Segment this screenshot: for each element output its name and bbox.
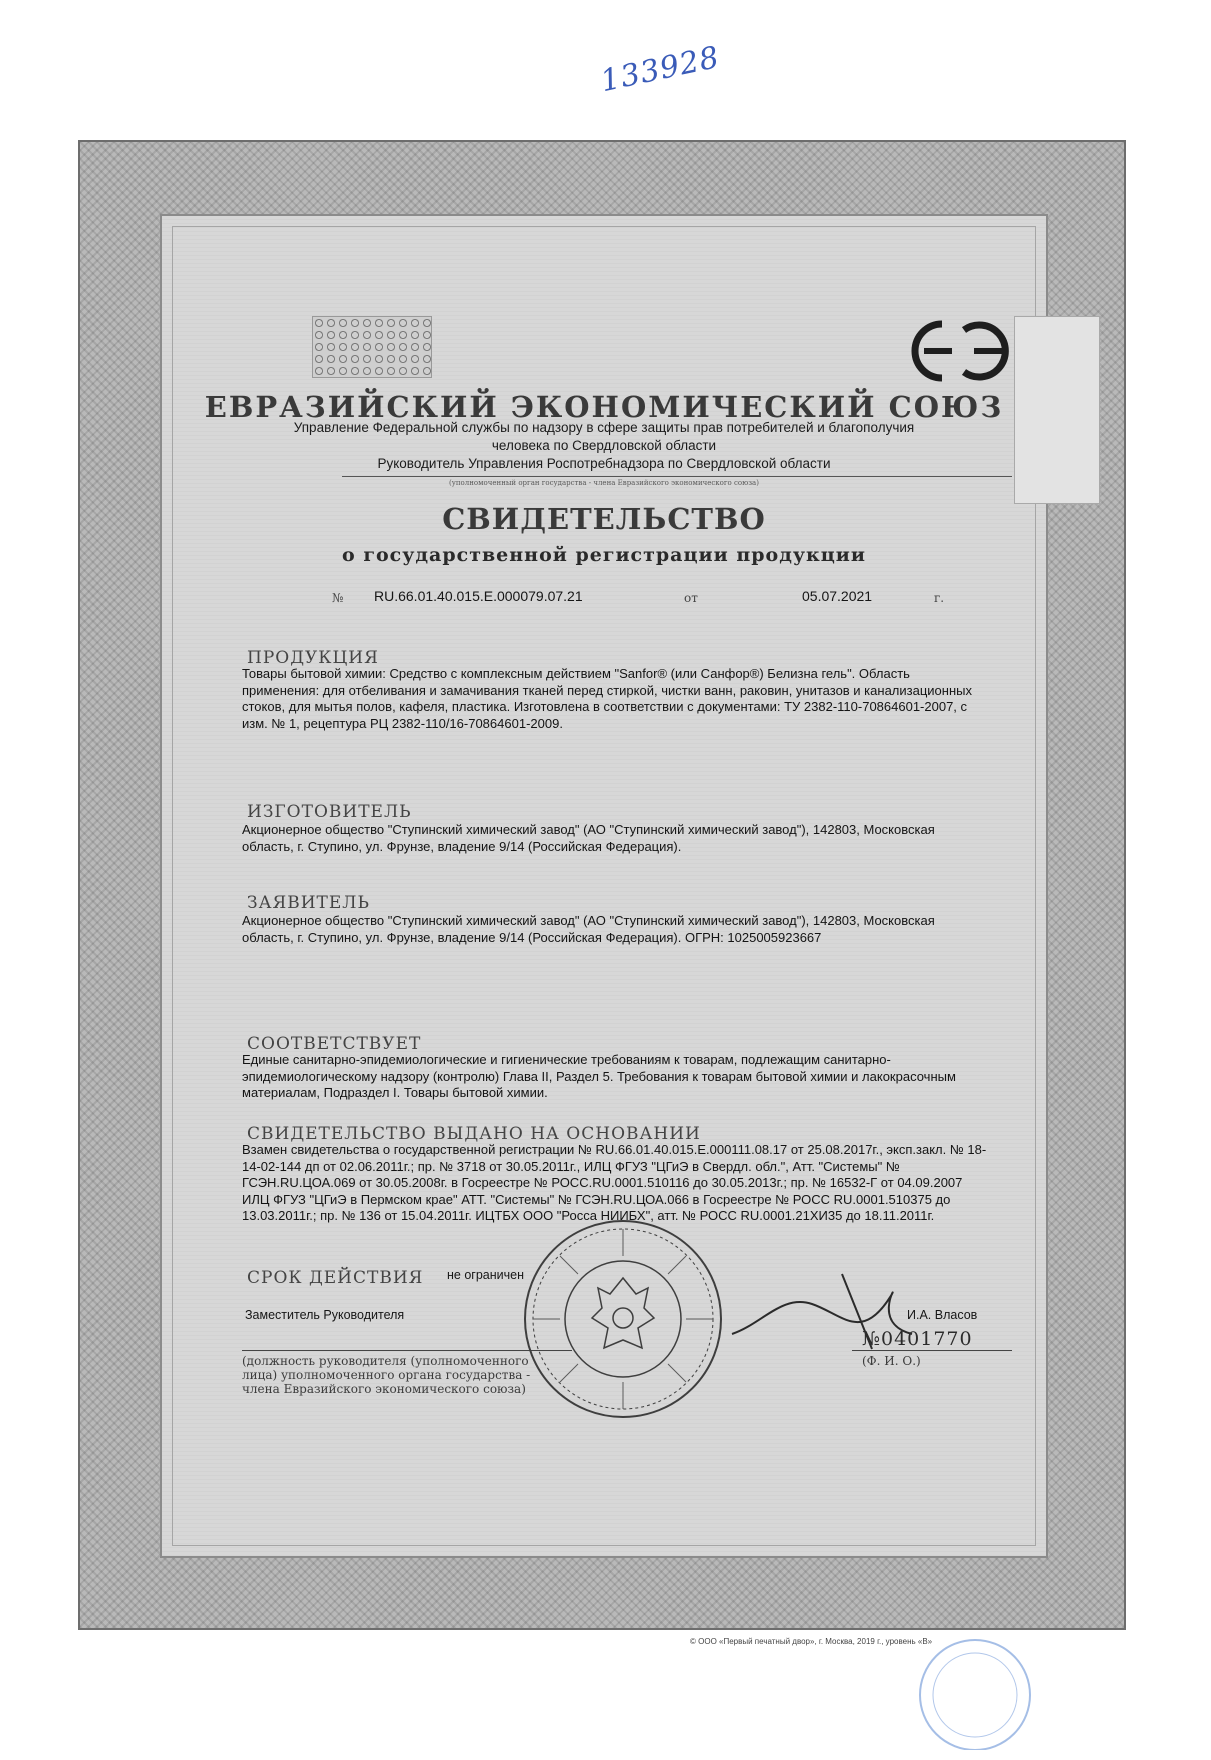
validity-heading: СРОК ДЕЙСТВИЯ: [247, 1268, 424, 1288]
product-heading: ПРОДУКЦИЯ: [247, 648, 379, 668]
authority-underline: [342, 476, 1012, 477]
date-prefix: от: [684, 591, 698, 605]
handwritten-archive-number: 133928: [597, 39, 723, 100]
authority-block: [162, 419, 1046, 473]
product-text: Товары бытовой химии: Средство с комплексным действием "Sanfor® (или Санфор®) Белизна гель". Область применения: для отбеливания и замачивания тканей перед стиркой, чистки ванн, раковин, унитазов и канализационных стоков, для мытья полов, кафеля, пластика. Изготовлена в соответствии с документами: ТУ 2382-110-70864601-2007, с изм. № 1, рецептура РЦ 2382-110/16-70864601-2009.: [242, 666, 972, 731]
name-caption: (Ф. И. О.): [862, 1354, 921, 1368]
authority-caption: (уполномоченный орган государства - члена Евразийского экономического союза): [449, 479, 759, 487]
manufacturer-heading: ИЗГОТОВИТЕЛЬ: [247, 802, 412, 822]
manufacturer-text: Акционерное общество "Ступинский химический завод" (АО "Ступинский химический завод"), 142803, Московская область, г. Ступино, ул. Фрунзе, владение 9/14 (Российская Федерация).: [242, 822, 935, 854]
form-number: №0401770: [862, 1328, 973, 1350]
certificate-date: 05.07.2021: [802, 588, 873, 604]
certificate-number: RU.66.01.40.015.E.000079.07.21: [374, 588, 583, 604]
certificate-title: СВИДЕТЕЛЬСТВО: [442, 502, 766, 536]
position-caption-line-1: (должность руководителя (уполномоченного: [242, 1354, 529, 1368]
conforms-text: Единые санитарно-эпидемиологические и гигиенические требованиям к товарам, подлежащим санитарно-эпидемиологическому надзору (контролю) Глава II, Раздел 5. Требования к товарам бытовой химии и лакокрасочным материалам, Подраздел I. Товары бытовой химии.: [242, 1052, 956, 1100]
basis-text: Взамен свидетельства о государственной регистрации № RU.66.01.40.015.E.000111.08.17 от 25.08.2017г., эксп.закл. № 18-14-02-144 дп от 02.06.2011г.; пр. № 3718 от 30.05.2011г., ИЛЦ ФГУЗ "ЦГиЭ в Свердл. обл.", Атт. "Системы" № ГСЭН.RU.ЦОА.069 от 30.05.2008г. в Госреестре № РОСС.RU.0001.510116 до 30.05.2013г.; пр. № 16532-Г от 04.09.2007 ИЛЦ ФГУЗ "ЦГиЭ в Пермском крае" АТТ. "Системы" № ГСЭН.RU.ЦОА.066 в Госреестре № РОСС RU.0001.510375 до 13.03.2011г.; пр. № 136 от 15.04.2011г. ИЦТБХ ООО "Росса НИИБХ", атт. № РОСС RU.0001.21ХИ35 до 18.11.2011г.: [242, 1142, 987, 1223]
signatory-name: И.А. Власов: [907, 1308, 978, 1322]
conforms-heading: СООТВЕТСТВУЕТ: [247, 1034, 422, 1054]
certificate-body: [160, 214, 1048, 1558]
certificate-subtitle: о государственной регистрации продукции: [342, 544, 866, 566]
signature-icon: [722, 1264, 932, 1354]
authority-line-1: Управление Федеральной службы по надзору в сфере защиты прав потребителей и благополучия: [293, 420, 915, 435]
official-seal-icon: [520, 1216, 726, 1422]
security-pattern-icon: [312, 316, 432, 378]
basis-heading: СВИДЕТЕЛЬСТВО ВЫДАНО НА ОСНОВАНИИ: [247, 1124, 701, 1144]
position-caption-line-2: лица) уполномоченного органа государства -: [242, 1368, 531, 1382]
certificate-ornamental-border: [78, 140, 1126, 1630]
blue-stamp-icon: [895, 1630, 1035, 1750]
certificate-number-line: [332, 588, 972, 610]
signatory-position: Заместитель Руководителя: [245, 1308, 405, 1322]
authority-line-3: Руководитель Управления Роспотребнадзора по Свердловской области: [377, 456, 831, 471]
position-caption-line-3: члена Евразийского экономического союза): [242, 1382, 526, 1396]
number-sign: №: [332, 591, 344, 605]
authority-line-2: человека по Свердловской области: [491, 438, 717, 453]
date-suffix: г.: [934, 591, 945, 605]
printer-imprint: © ООО «Первый печатный двор», г. Москва, 2019 г., уровень «В»: [690, 1637, 933, 1646]
applicant-text: Акционерное общество "Ступинский химический завод" (АО "Ступинский химический завод"), 142803, Московская область, г. Ступино, ул. Фрунзе, владение 9/14 (Российская Федерация). ОГРН: 1025005923667: [242, 913, 935, 945]
applicant-heading: ЗАЯВИТЕЛЬ: [247, 893, 370, 913]
union-title: ЕВРАЗИЙСКИЙ ЭКОНОМИЧЕСКИЙ СОЮЗ: [204, 390, 1004, 424]
validity-value: не ограничен: [447, 1268, 524, 1282]
eac-mark-icon: [902, 314, 1020, 388]
position-caption: [242, 1354, 530, 1396]
